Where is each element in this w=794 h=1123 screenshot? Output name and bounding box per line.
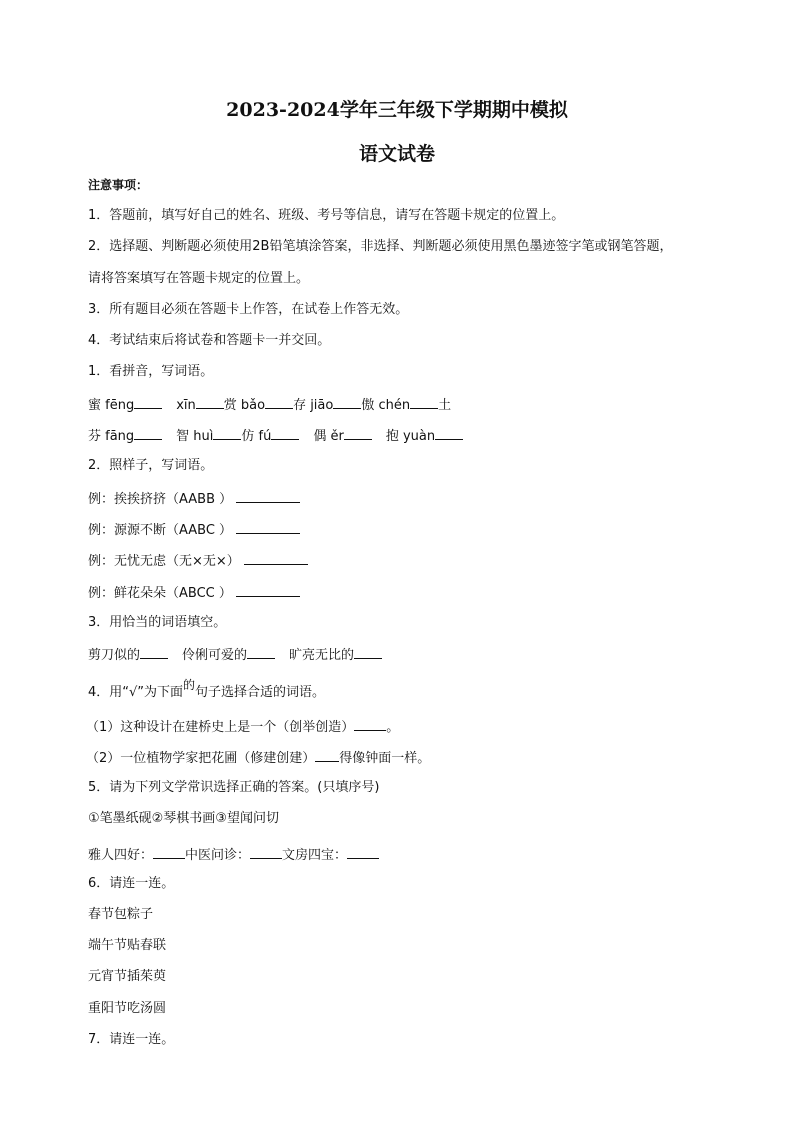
example-text: 例：无忧无虑（无×无×） xyxy=(88,554,240,569)
answer-blank[interactable] xyxy=(134,426,162,440)
q4-title xyxy=(88,678,326,702)
pinyin-item: 仿 fú xyxy=(241,429,272,444)
answer-blank[interactable] xyxy=(354,717,386,731)
note-item: 3．所有题目必须在答题卡上作答，在试卷上作答无效。 xyxy=(88,302,409,317)
pinyin-item: xīn xyxy=(176,398,196,413)
q5-fields xyxy=(88,845,379,865)
answer-blank[interactable] xyxy=(247,645,275,659)
note-item: 2．选择题、判断题必须使用2B铅笔填涂答案，非选择、判断题必须使用黑色墨迹签字笔或钢笔答题， xyxy=(88,239,673,254)
q2-example xyxy=(88,583,300,603)
answer-blank[interactable] xyxy=(213,426,241,440)
pinyin-item: 存 jiāo xyxy=(293,398,334,413)
answer-blank[interactable] xyxy=(347,845,379,859)
fill-item: 剪刀似的 xyxy=(88,648,141,663)
answer-blank[interactable] xyxy=(236,489,300,503)
q3-title: 3．用恰当的词语填空。 xyxy=(88,615,227,630)
sentence-text: （1）这种设计在建桥史上是一个（创举创造） xyxy=(86,720,355,735)
q5-title: 5．请为下列文学常识选择正确的答案。(只填序号) xyxy=(88,780,380,795)
answer-blank[interactable] xyxy=(265,395,293,409)
pinyin-item: 土 xyxy=(438,398,452,413)
pinyin-item: 蜜 fēng xyxy=(88,398,135,413)
q4-sentence-2 xyxy=(86,748,430,768)
example-text: 例：源源不断（AABC ） xyxy=(88,523,233,538)
match-item[interactable]: 元宵节插茱萸 xyxy=(88,969,167,984)
q1-row-2 xyxy=(88,426,463,446)
answer-blank[interactable] xyxy=(344,426,372,440)
pinyin-item: 偶 ěr xyxy=(313,429,344,444)
pinyin-item: 芬 fāng xyxy=(88,429,135,444)
answer-blank[interactable] xyxy=(250,845,282,859)
q5-options: ①笔墨纸砚②琴棋书画③望闻问切 xyxy=(88,811,279,826)
pinyin-item: 智 huì xyxy=(176,429,214,444)
q4-sentence-1 xyxy=(86,717,399,737)
q2-example xyxy=(88,551,308,571)
q4-title-part: 句子选择合适的词语。 xyxy=(195,685,326,700)
fill-item: 旷亮无比的 xyxy=(289,648,355,663)
q2-title: 2．照样子，写词语。 xyxy=(88,458,214,473)
note-item: 1．答题前，填写好自己的姓名、班级、考号等信息，请写在答题卡规定的位置上。 xyxy=(88,208,565,223)
exam-title: 2023-2024学年三年级下学期期中模拟 xyxy=(226,99,568,121)
answer-blank[interactable] xyxy=(140,645,168,659)
answer-blank[interactable] xyxy=(196,395,224,409)
answer-blank[interactable] xyxy=(134,395,162,409)
answer-blank[interactable] xyxy=(315,748,339,762)
pinyin-item: 抱 yuàn xyxy=(385,429,436,444)
sentence-text: 得像钟面一样。 xyxy=(339,751,431,766)
answer-blank[interactable] xyxy=(354,645,382,659)
q3-items xyxy=(88,645,382,665)
example-text: 例：鲜花朵朵（ABCC ） xyxy=(88,586,232,601)
pinyin-item: 赏 bǎo xyxy=(223,398,266,413)
answer-blank[interactable] xyxy=(244,551,308,565)
field-label: 文房四宝： xyxy=(282,848,348,863)
field-label: 雅人四好： xyxy=(88,848,154,863)
answer-blank[interactable] xyxy=(271,426,299,440)
sentence-text: （2）一位植物学家把花圃（修建创建） xyxy=(86,751,316,766)
answer-blank[interactable] xyxy=(435,426,463,440)
sentence-text: 。 xyxy=(386,720,400,735)
note-item: 4．考试结束后将试卷和答题卡一并交回。 xyxy=(88,333,331,348)
answer-blank[interactable] xyxy=(333,395,361,409)
exam-subtitle: 语文试卷 xyxy=(358,143,435,165)
example-text: 例：挨挨挤挤（AABB ） xyxy=(88,492,233,507)
notes-heading: 注意事项： xyxy=(88,178,149,192)
answer-blank[interactable] xyxy=(410,395,438,409)
q4-title-superscript: 的 xyxy=(183,678,196,692)
match-item[interactable]: 端午节贴春联 xyxy=(88,938,167,953)
q1-row-1 xyxy=(88,395,451,415)
match-item[interactable]: 重阳节吃汤圆 xyxy=(88,1001,167,1016)
q6-title: 6．请连一连。 xyxy=(88,876,175,891)
q2-example xyxy=(88,520,300,540)
q4-title-part: 4．用“√”为下面 xyxy=(88,685,184,700)
match-item[interactable]: 春节包粽子 xyxy=(88,907,154,922)
answer-blank[interactable] xyxy=(236,520,300,534)
answer-blank[interactable] xyxy=(236,583,300,597)
note-item: 请将答案填写在答题卡规定的位置上。 xyxy=(88,271,310,286)
field-label: 中医问诊： xyxy=(185,848,251,863)
q7-title: 7．请连一连。 xyxy=(88,1032,175,1047)
pinyin-item: 傲 chén xyxy=(361,398,411,413)
fill-item: 伶俐可爱的 xyxy=(182,648,248,663)
answer-blank[interactable] xyxy=(153,845,185,859)
q1-title: 1．看拼音，写词语。 xyxy=(88,364,214,379)
q2-example xyxy=(88,489,300,509)
